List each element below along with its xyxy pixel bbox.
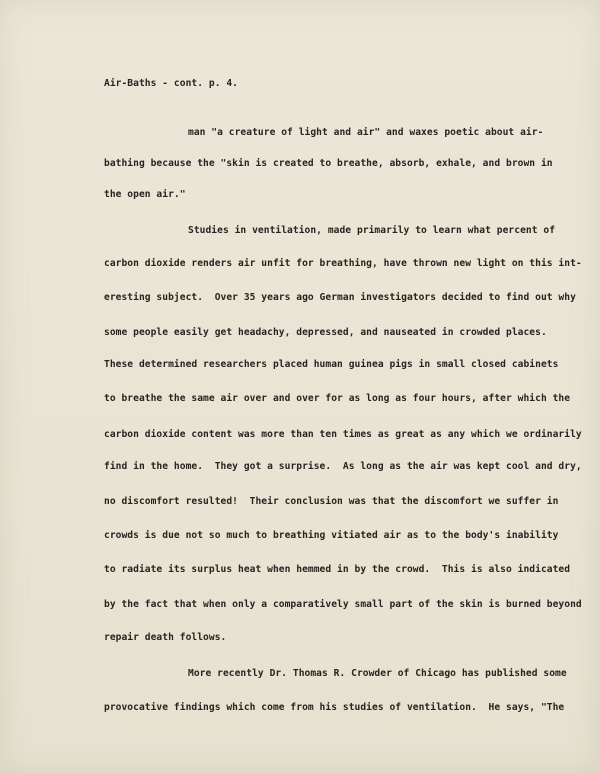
text-line: More recently Dr. Thomas R. Crowder of Chicago has published some [188, 668, 567, 679]
text-line: some people easily get headachy, depressed, and nauseated in crowded places. [104, 327, 547, 338]
text-line: crowds is due not so much to breathing vitiated air as to the body's inability [104, 530, 559, 541]
text-line: to breathe the same air over and over for as long as four hours, after which the [104, 393, 571, 404]
text-line: find in the home. They got a surprise. As long as the air was kept cool and dry, [104, 461, 582, 472]
text-line: the open air." [104, 189, 186, 200]
text-line: no discomfort resulted! Their conclusion was that the discomfort we suffer in [104, 496, 559, 507]
text-line: carbon dioxide content was more than ten times as great as any which we ordinarily [104, 429, 582, 440]
text-line: carbon dioxide renders air unfit for breathing, have thrown new light on this int- [104, 258, 582, 269]
text-line: These determined researchers placed human guinea pigs in small closed cabinets [104, 359, 559, 370]
text-line: man "a creature of light and air" and waxes poetic about air- [188, 127, 544, 138]
page-header: Air-Baths - cont. p. 4. [104, 78, 238, 89]
text-line: eresting subject. Over 35 years ago German investigators decided to find out why [104, 292, 576, 303]
text-line: Studies in ventilation, made primarily to learn what percent of [188, 225, 556, 236]
text-line: by the fact that when only a comparatively small part of the skin is burned beyond [104, 599, 582, 610]
text-line: bathing because the "skin is created to breathe, absorb, exhale, and brown in [104, 158, 553, 169]
text-line: to radiate its surplus heat when hemmed in by the crowd. This is also indicated [104, 564, 571, 575]
text-line: provocative findings which come from his studies of ventilation. He says, "The [104, 702, 565, 713]
text-line: repair death follows. [104, 632, 227, 643]
